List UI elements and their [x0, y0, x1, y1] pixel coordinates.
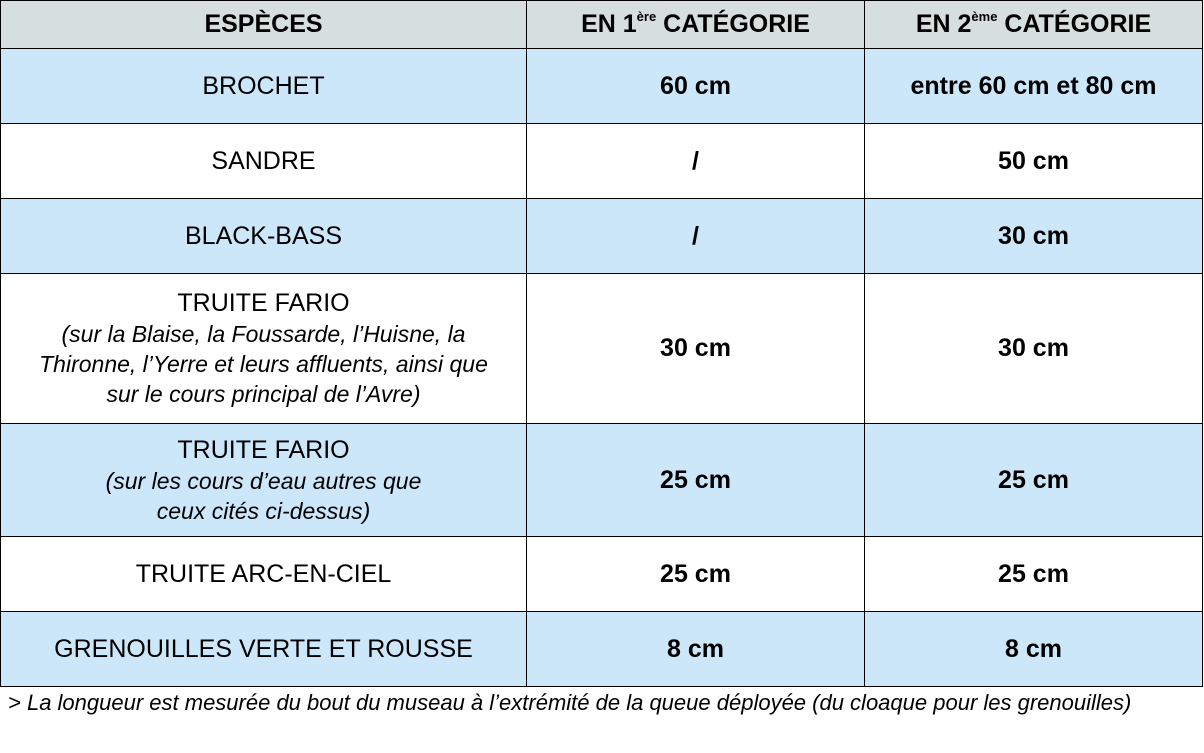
footnote: > La longueur est mesurée du bout du museau à l’extrémité de la queue déployée (du cloaque pour les grenouilles)	[8, 690, 1132, 715]
header-cat1-prefix: EN 1	[581, 10, 637, 38]
category-1-size: 25 cm	[527, 537, 865, 612]
table-row	[1, 612, 1203, 687]
header-category-2	[865, 1, 1203, 49]
table-row	[1, 49, 1203, 124]
header-cat2-prefix: EN 2	[915, 10, 972, 38]
table-row	[1, 274, 1203, 424]
category-2-size: 25 cm	[865, 537, 1203, 612]
species-cell: BROCHET	[1, 49, 527, 124]
species-note-line: (sur la Blaise, la Foussarde, l’Huisne, la	[61, 321, 466, 347]
header-species	[1, 1, 527, 49]
species-cell: GRENOUILLES VERTE ET ROUSSE	[1, 612, 527, 687]
species-cell	[1, 274, 527, 424]
species-name: TRUITE FARIO	[177, 289, 350, 317]
table-header-row	[1, 1, 1203, 49]
header-cat2-suffix: CATÉGORIE	[997, 10, 1152, 38]
category-1-size: 60 cm	[527, 49, 865, 124]
species-cell: BLACK-BASS	[1, 199, 527, 274]
category-2-size: 25 cm	[865, 424, 1203, 537]
category-1-size: 30 cm	[527, 274, 865, 424]
species-note-line: sur le cours principal de l’Avre)	[106, 381, 421, 407]
table-row	[1, 424, 1203, 537]
species-name: TRUITE FARIO	[177, 435, 350, 464]
category-1-size: 25 cm	[527, 424, 865, 537]
header-species-label: ESPÈCES	[204, 10, 323, 38]
category-1-size: /	[527, 124, 865, 199]
species-note-line: ceux cités ci-dessus)	[156, 497, 371, 524]
header-category-1	[527, 1, 865, 49]
table-row	[1, 537, 1203, 612]
header-cat1-suffix: CATÉGORIE	[656, 10, 810, 38]
table-row	[1, 124, 1203, 199]
category-1-size: 8 cm	[527, 612, 865, 687]
species-note-line: (sur les cours d’eau autres que	[105, 467, 422, 494]
category-2-size: entre 60 cm et 80 cm	[865, 49, 1203, 124]
category-2-size: 8 cm	[865, 612, 1203, 687]
category-2-size: 30 cm	[865, 199, 1203, 274]
category-1-size: /	[527, 199, 865, 274]
header-cat2-superscript: ème	[971, 9, 998, 24]
species-cell: SANDRE	[1, 124, 527, 199]
category-2-size: 30 cm	[865, 274, 1203, 424]
header-cat1-superscript: ère	[636, 9, 657, 24]
table-row	[1, 199, 1203, 274]
species-cell	[1, 424, 527, 537]
species-note-line: Thironne, l’Yerre et leurs affluents, ainsi que	[39, 351, 488, 377]
species-cell: TRUITE ARC-EN-CIEL	[1, 537, 527, 612]
category-2-size: 50 cm	[865, 124, 1203, 199]
